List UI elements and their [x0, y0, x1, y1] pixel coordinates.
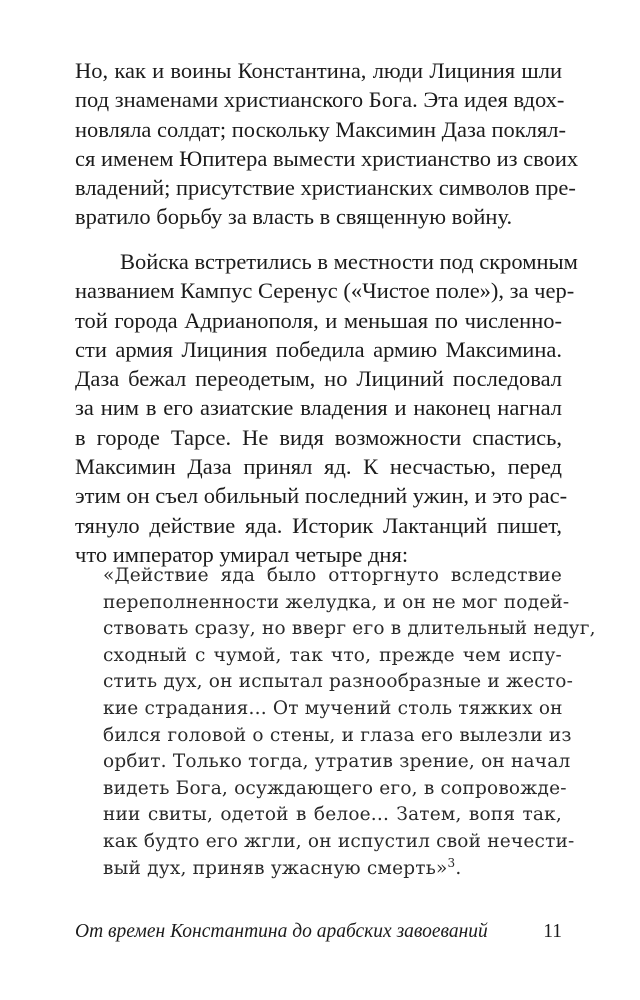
- footnote-marker[interactable]: 3: [447, 855, 456, 870]
- text-line: Максимин Даза принял яд. К несчастью, перед: [75, 454, 562, 480]
- text-line: владений; присутствие христианских символов пре-: [75, 175, 576, 201]
- text-line: той города Адрианополя, и меньшая по численно-: [75, 307, 562, 333]
- quote-line: орбит. Только тогда, утратив зрение, он начал: [103, 751, 571, 773]
- quote-end: .: [455, 857, 462, 879]
- page-number: 11: [543, 921, 562, 942]
- quote-line: «Действие яда было отторгнуто вследствие: [103, 565, 562, 586]
- quote-line: ствовать сразу, но вверг его в длительный недуг,: [103, 618, 596, 640]
- running-title: От времен Константина до арабских завоеваний: [75, 921, 488, 942]
- text-line: новляла солдат; поскольку Максимин Даза поклял-: [75, 116, 567, 142]
- text-line: Даза бежал переодетым, но Лициний последовал: [75, 366, 562, 392]
- quote-last-line: [103, 856, 562, 883]
- text-line: ся именем Юпитера вымести христианство из своих: [75, 145, 579, 171]
- text-line: вратило борьбу за власть в священную войну.: [75, 204, 513, 230]
- quote-line: кие страдания... От мучений столь тяжких он: [103, 697, 563, 719]
- quote-line: переполненности желудка, и он не мог подей-: [103, 591, 570, 613]
- text-line: что император умирал четыре дня:: [75, 541, 409, 567]
- quote-line: вый дух, приняв ужасную смерть»: [103, 857, 448, 879]
- quote-line: видеть Бога, осуждающего его, в сопровожде-: [103, 777, 567, 799]
- text-line: за ним в его азиатские владения и наконец нагнал: [75, 395, 562, 421]
- quote-line: как будто его жгли, он испустил свой нечести-: [103, 830, 575, 852]
- quote-line: бился головой о стены, и глаза его вылезли из: [103, 724, 572, 746]
- text-line: тянуло действие яда. Историк Лактанций пишет,: [75, 512, 562, 538]
- text-line: в городе Тарсе. Не видя возможности спастись,: [75, 424, 562, 450]
- text-line: этим он съел обильный последний ужин, и это рас-: [75, 483, 568, 509]
- text-line: Но, как и воины Константина, люди Лициния шли: [75, 58, 562, 83]
- paragraph-1: [75, 56, 579, 232]
- text-line: Войска встретились в местности под скромным: [120, 249, 578, 274]
- quote-line: стить дух, он испытал разнообразные и жесто-: [103, 671, 574, 693]
- text-line: сти армия Лициния победила армию Максимина.: [75, 336, 562, 362]
- paragraph-2: [75, 247, 578, 569]
- block-quote: [103, 563, 596, 882]
- quote-line: сходный с чумой, так что, прежде чем испу-: [103, 644, 562, 666]
- text-line: названием Кампус Серенус («Чистое поле»), за чер-: [75, 278, 575, 304]
- text-line: под знаменами христианского Бога. Эта идея вдох-: [75, 87, 565, 113]
- page-footer: [75, 921, 562, 943]
- quote-line: нии свиты, одетой в белое... Затем, вопя так,: [103, 804, 562, 826]
